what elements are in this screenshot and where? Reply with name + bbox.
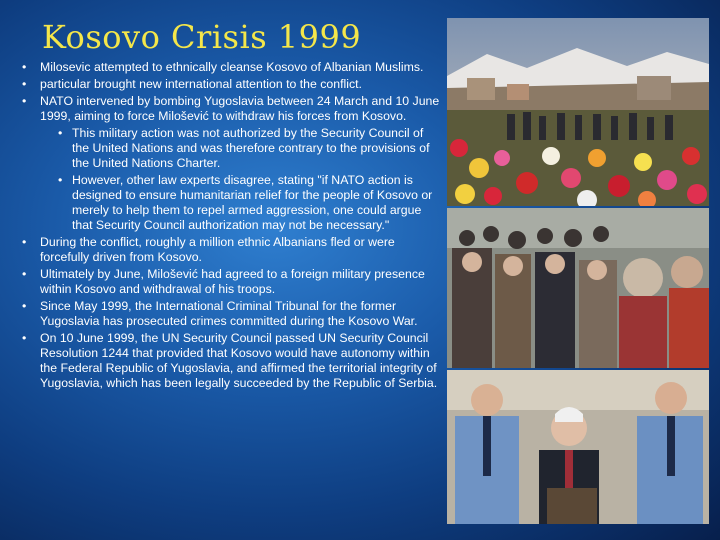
sub-bullet-text: However, other law experts disagree, stating "if NATO action is designed to ensure humanitarian relief for the people of Kosovo or merely to help them to repel armed aggression, one could argue that Security Council authorization may not be necessary." [72, 173, 433, 232]
slide-title: Kosovo Crisis 1999 [42, 18, 362, 56]
bullet-icon: • [22, 60, 27, 74]
bullet-text: Since May 1999, the International Criminal Tribunal for the former Yugoslavia has prosecuted crimes committed during the Kosovo War. [40, 299, 418, 328]
bullet-text: Ultimately by June, Milošević had agreed to a foreign military presence within Kosovo and withdrawal of his troops. [40, 267, 425, 296]
bullet-icon: • [22, 235, 27, 249]
bullet-list [22, 60, 442, 393]
refugees-photo [447, 208, 709, 368]
bullet-text: On 10 June 1999, the UN Security Council passed UN Security Council Resolution 1244 that provided that Kosovo would have autonomy within the Federal Republic of Yugoslavia, and affirmed the territorial integrity of Yugoslavia, which has been legally succeeded by the Republic of Serbia. [40, 331, 438, 390]
bullet-icon: • [58, 173, 63, 187]
bullet-item [22, 60, 442, 75]
bullet-item [22, 77, 442, 92]
bullet-text: particular brought new international attention to the conflict. [40, 77, 362, 91]
bullet-text: During the conflict, roughly a million ethnic Albanians fled or were forcefully driven from Kosovo. [40, 235, 395, 264]
bullet-icon: • [22, 77, 27, 91]
bullet-icon: • [22, 331, 27, 345]
bullet-icon: • [58, 126, 63, 140]
photo-column [447, 18, 709, 524]
sub-bullet-text: This military action was not authorized by the Security Council of the United Nations and was therefore contrary to the provisions of the United Nations Charter. [72, 126, 430, 170]
bullet-item [22, 299, 442, 329]
bullet-item [22, 94, 442, 124]
sub-bullet-item [22, 126, 442, 171]
bullet-item [22, 331, 442, 391]
tribunal-photo [447, 370, 709, 524]
bullet-text: Milosevic attempted to ethnically cleanse Kosovo of Albanian Muslims. [40, 60, 424, 74]
bullet-icon: • [22, 299, 27, 313]
bullet-icon: • [22, 267, 27, 281]
cemetery-photo [447, 18, 709, 206]
sub-bullet-item [22, 173, 442, 233]
bullet-text: NATO intervened by bombing Yugoslavia between 24 March and 10 June 1999, aiming to force Milošević to withdraw his forces from Kosovo. [40, 94, 440, 123]
bullet-icon: • [22, 94, 27, 108]
bullet-item [22, 235, 442, 265]
bullet-item [22, 267, 442, 297]
